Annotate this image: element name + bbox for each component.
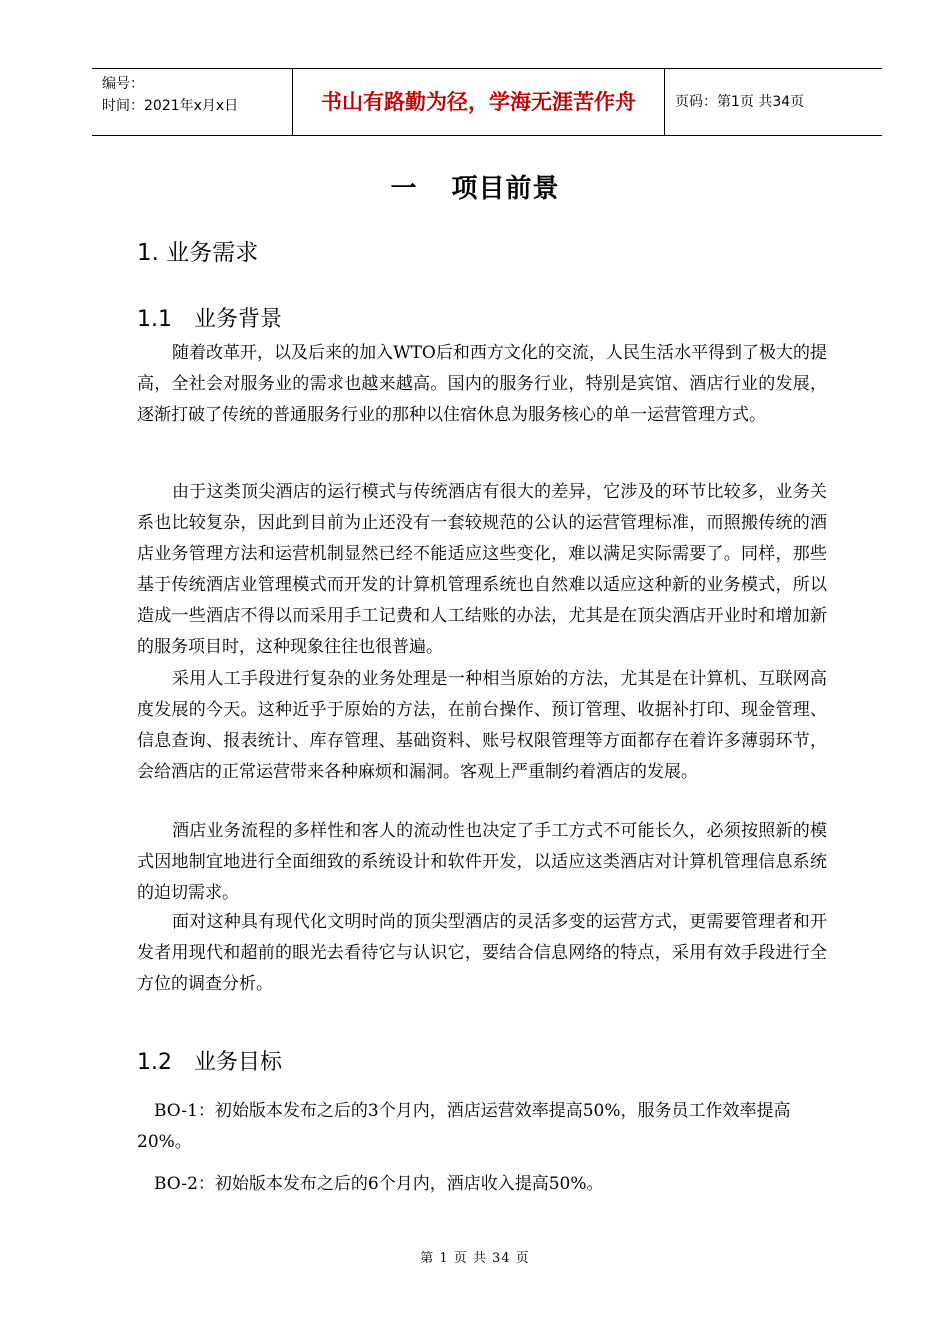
subsection-title: 业务背景 <box>194 307 283 332</box>
paragraph: 酒店业务流程的多样性和客人的流动性也决定了手工方式不可能长久，必须按照新的模式因地制宜地进行全面细致的系统设计和软件开发，以适应这类酒店对计算机管理信息系统的迫切需求。 <box>137 821 827 903</box>
subsection-number: 1.2 <box>137 1050 172 1075</box>
subsection-heading-business-goals <box>137 1045 282 1076</box>
header-meta-cell <box>92 69 292 135</box>
business-goal-item: BO-1：初始版本发布之后的3个月内，酒店运营效率提高50%，服务员工作效率提高20%。 <box>137 1101 791 1152</box>
section-heading-business-requirements: 1. 业务需求 <box>137 240 259 266</box>
subsection-heading-business-background <box>137 302 282 333</box>
header-motto: 书山有路勤为径，学海无涯苦作舟 <box>292 69 665 135</box>
serial-number-label: 编号： <box>102 76 144 92</box>
business-goal-item: BO-2：初始版本发布之后的6个月内，酒店收入提高50%。 <box>154 1174 604 1194</box>
paragraph: 面对这种具有现代化文明时尚的顶尖型酒店的灵活多变的运营方式，更需要管理者和开发者用现代和超前的眼光去看待它与认识它，要结合信息网络的特点，采用有效手段进行全方位的调查分析。 <box>137 912 827 994</box>
subsection-number: 1.1 <box>137 307 172 332</box>
chapter-name: 项目前景 <box>451 174 560 204</box>
chapter-number: 一 <box>390 174 418 204</box>
chapter-title <box>0 168 950 205</box>
page-footer: 第 1 页 共 34 页 <box>420 1251 530 1266</box>
paragraph: 采用人工手段进行复杂的业务处理是一种相当原始的方法，尤其是在计算机、互联网高度发展的今天。这种近乎于原始的方法，在前台操作、预订管理、收据补打印、现金管理、信息查询、报表统计、库存管理、基础资料、账号权限管理等方面都存在着许多薄弱环节，会给酒店的正常运营带来各种麻烦和漏洞。客观上严重制约着酒店的发展。 <box>137 669 827 782</box>
subsection-title: 业务目标 <box>194 1050 283 1075</box>
paragraph: 随着改革开，以及后来的加入WTO后和西方文化的交流，人民生活水平得到了极大的提高，全社会对服务业的需求也越来越高。国内的服务行业，特别是宾馆、酒店行业的发展，逐渐打破了传统的普通服务行业的那种以住宿休息为服务核心的单一运营管理方式。 <box>137 343 827 425</box>
time-label: 时间：2021年x月x日 <box>102 98 239 114</box>
document-header <box>92 68 882 136</box>
paragraph: 由于这类顶尖酒店的运行模式与传统酒店有很大的差异，它涉及的环节比较多，业务关系也比较复杂，因此到目前为止还没有一套较规范的公认的运营管理标准，而照搬传统的酒店业务管理方法和运营机制显然已经不能适应这些变化，难以满足实际需要了。同样，那些基于传统酒店业管理模式而开发的计算机管理系统也自然难以适应这种新的业务模式，所以造成一些酒店不得以而采用手工记费和人工结账的办法，尤其是在顶尖酒店开业时和增加新的服务项目时，这种现象往往也很普遍。 <box>137 482 827 657</box>
header-page-info: 页码：第1页 共34页 <box>675 94 805 110</box>
